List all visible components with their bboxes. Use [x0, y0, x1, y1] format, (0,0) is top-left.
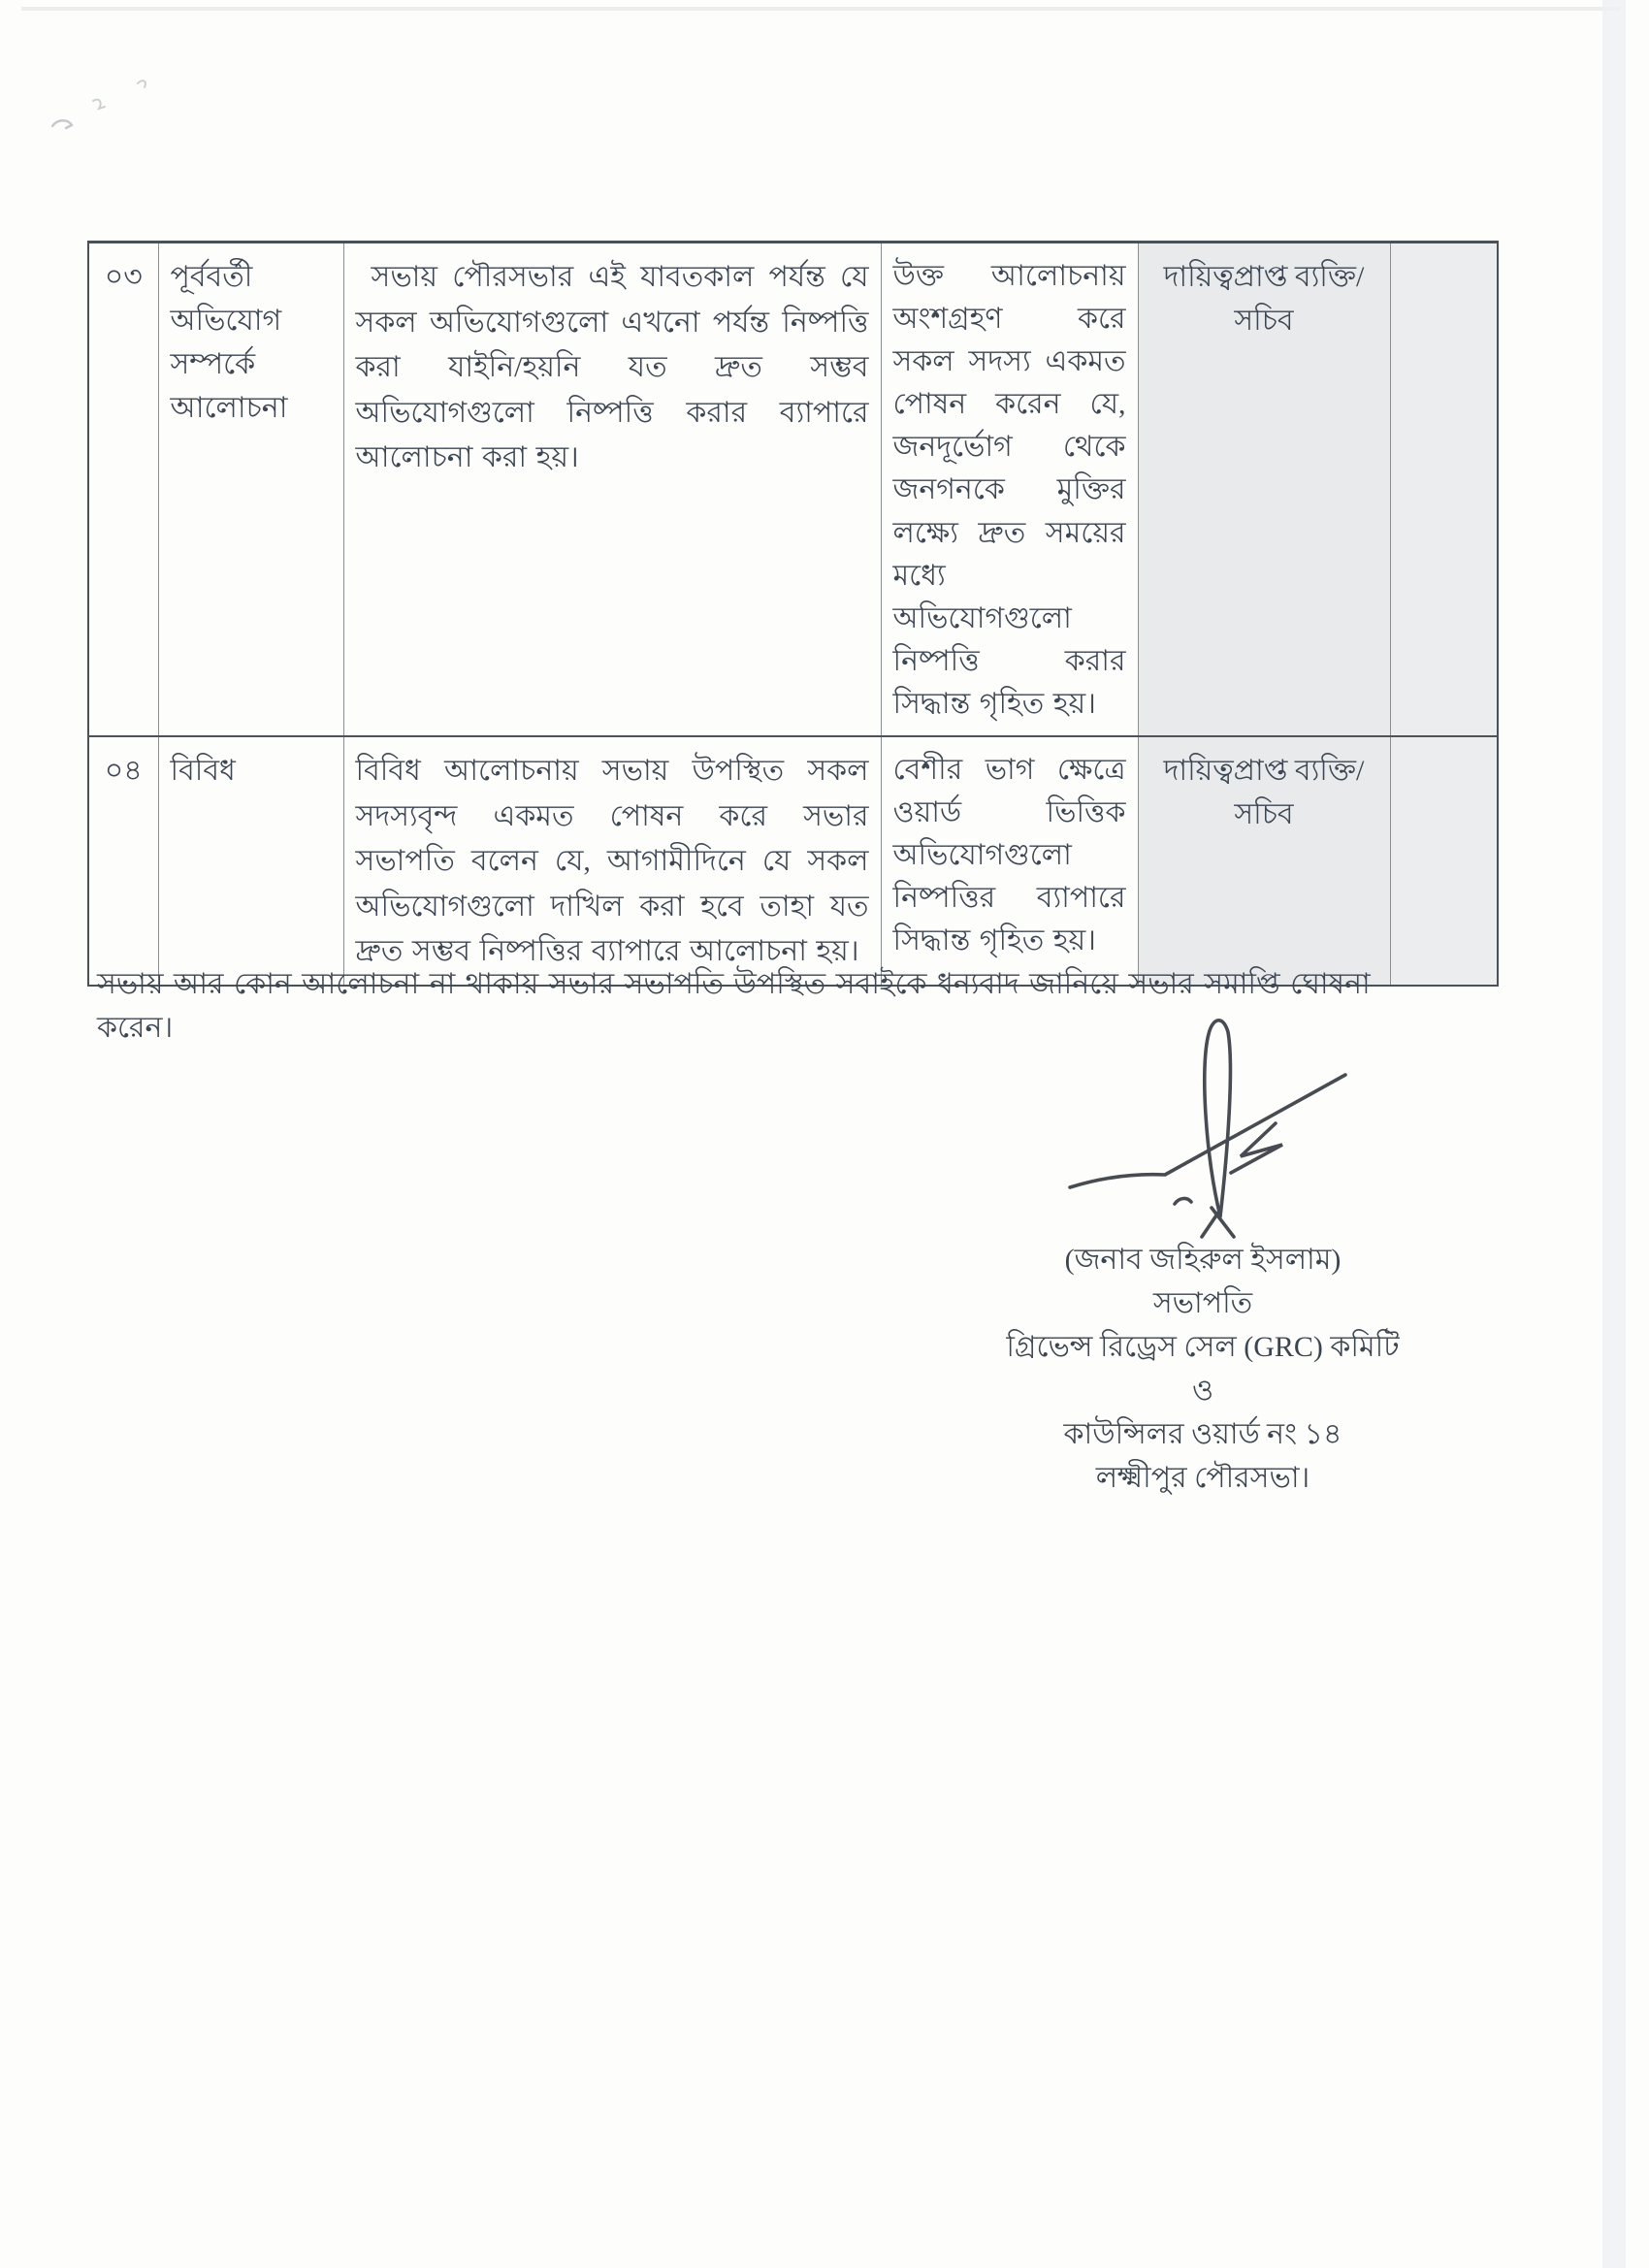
remarks-cell [1390, 243, 1498, 737]
agenda-topic-cell: বিবিধ [158, 736, 343, 986]
responsible-person-cell [1138, 736, 1390, 986]
scanner-edge-artifact-top [21, 7, 1620, 11]
responsible-person-line2: সচিব [1234, 305, 1294, 337]
closing-paragraph: সভায় আর কোন আলোচনা না থাকায় সভার সভাপতি উপস্থিত সবাইকে ধন্যবাদ জানিয়ে সভার সমাপ্তি ঘোষনা করেন। [97, 968, 1371, 1044]
table-row-03 [88, 243, 1498, 737]
serial-number-cell: ০৪ [88, 736, 158, 986]
meeting-minutes-table [87, 241, 1499, 987]
responsible-person-line1: দায়িত্বপ্রাপ্ত ব্যক্তি/ [1163, 755, 1365, 788]
signatory-block [970, 1238, 1436, 1500]
responsible-person-line1: দায়িত্বপ্রাপ্ত ব্যক্তি/ [1163, 261, 1365, 293]
signatory-committee: গ্রিভেন্স রিড্রেস সেল (GRC) কমিটি [1006, 1331, 1400, 1363]
signatory-title: সভাপতি [1152, 1287, 1253, 1319]
table-row-04 [88, 736, 1498, 986]
scanner-edge-artifact-right [1602, 0, 1626, 2268]
signatory-name: (জনাব জহিরুল ইসলাম) [1064, 1244, 1342, 1276]
handwritten-signature [1043, 1011, 1363, 1244]
agenda-topic-cell: পূর্ববর্তী অভিযোগ সম্পর্কে আলোচনা [158, 243, 343, 737]
responsible-person-cell [1138, 243, 1390, 737]
decision-cell: উক্ত আলোচনায় অংশগ্রহণ করে সকল সদস্য একমত পোষন করেন যে, জনদূর্ভোগ থেকে জনগনকে মুক্তির লক্ষ্যে দ্রুত সময়ের মধ্যে অভিযোগগুলো নিষ্পত্তি করার সিদ্ধান্ত গৃহিত হয়। [881, 243, 1138, 737]
discussion-cell: বিবিধ আলোচনায় সভায় উপস্থিত সকল সদস্যবৃন্দ একমত পোষন করে সভার সভাপতি বলেন যে, আগামীদিনে যে সকল অভিযোগগুলো দাখিল করা হবে তাহা যত দ্রুত সম্ভব নিষ্পত্তির ব্যাপারে আলোচনা হয়। [343, 736, 881, 986]
serial-number-cell: ০৩ [88, 243, 158, 737]
signatory-conjunction: ও [1191, 1375, 1214, 1407]
signatory-councilor: কাউন্সিলর ওয়ার্ড নং ১৪ [1063, 1418, 1342, 1450]
discussion-cell: সভায় পৌরসভার এই যাবতকাল পর্যন্ত যে সকল অভিযোগগুলো এখনো পর্যন্ত নিষ্পত্তি করা যাইনি/হয়নি যত দ্রুত সম্ভব অভিযোগগুলো নিষ্পত্তি করার ব্যাপারে আলোচনা করা হয়। [343, 243, 881, 737]
decision-cell: বেশীর ভাগ ক্ষেত্রে ওয়ার্ড ভিত্তিক অভিযোগগুলো নিষ্পত্তির ব্যাপারে সিদ্ধান্ত গৃহিত হয়। [881, 736, 1138, 986]
remarks-cell [1390, 736, 1498, 986]
responsible-person-line2: সচিব [1234, 798, 1294, 831]
pencil-scratch-marks [39, 49, 194, 165]
signatory-municipality: লক্ষ্মীপুর পৌরসভা। [1095, 1462, 1310, 1494]
